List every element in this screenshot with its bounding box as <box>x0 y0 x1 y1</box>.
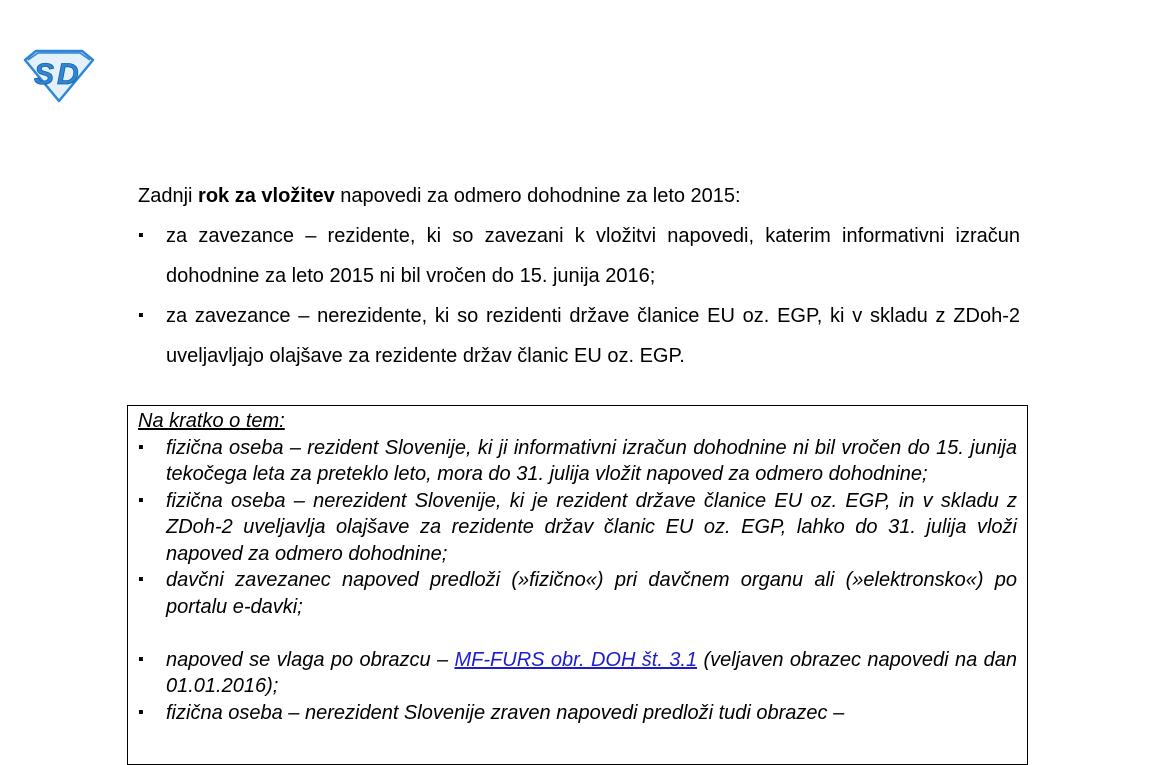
summary-item: ▪ davčni zavezanec napoved predloži (»fizično«) pri davčnem organu ali (»elektronsko«) po portalu e-davki; <box>138 567 1017 620</box>
summary-list <box>138 435 1017 727</box>
intro-prefix: Zadnji <box>138 185 199 207</box>
document-body <box>138 176 1020 376</box>
deadline-item-residents: ▪ za zavezance – rezidente, ki so zavezani k vložitvi napovedi, katerim informativni izračun dohodnine za leto 2015 ni bil vročen do 15. junija 2016; <box>138 216 1020 296</box>
summary-item: ▪ fizična oseba – rezident Slovenije, ki ji informativni izračun dohodnine ni bil vročen do 15. junija tekočega leta za preteklo leto, mora do 31. julija vložit napoved za odmero dohodnine; <box>138 435 1017 488</box>
summary-box <box>127 405 1028 765</box>
svg-text:S: S <box>34 58 55 91</box>
svg-text:D: D <box>57 58 79 91</box>
intro-line <box>138 176 1020 216</box>
form-item-before: napoved se vlaga po obrazcu – <box>166 648 455 671</box>
deadline-list <box>138 216 1020 376</box>
intro-suffix: napovedi za odmero dohodnine za leto 2015: <box>334 185 741 207</box>
sd-shield-logo-icon <box>22 48 96 104</box>
summary-item: ▪ fizična oseba – nerezident Slovenije, ki je rezident države članice EU oz. EGP, in v skladu z ZDoh-2 uveljavlja olajšave za rezidente držav članic EU oz. EGP, lahko do 31. julija vloži napoved za odmero dohodnine; <box>138 488 1017 568</box>
summary-item-form <box>138 647 1017 700</box>
summary-item: ▪ fizična oseba – nerezident Slovenije zraven napovedi predloži tudi obrazec – <box>138 700 1017 727</box>
form-item-after: (veljaven obrazec napovedi na dan 01.01.2016); <box>166 648 1017 697</box>
form-link[interactable]: MF-FURS obr. DOH št. 3.1 <box>454 648 698 671</box>
summary-title: Na kratko o tem: <box>138 410 285 432</box>
deadline-item-nonresidents: ▪ za zavezance – nerezidente, ki so rezidenti države članice EU oz. EGP, ki v skladu z ZDoh-2 uveljavljajo olajšave za rezidente držav članic EU oz. EGP. <box>138 296 1020 376</box>
intro-bold: rok za vložitev <box>198 185 335 207</box>
